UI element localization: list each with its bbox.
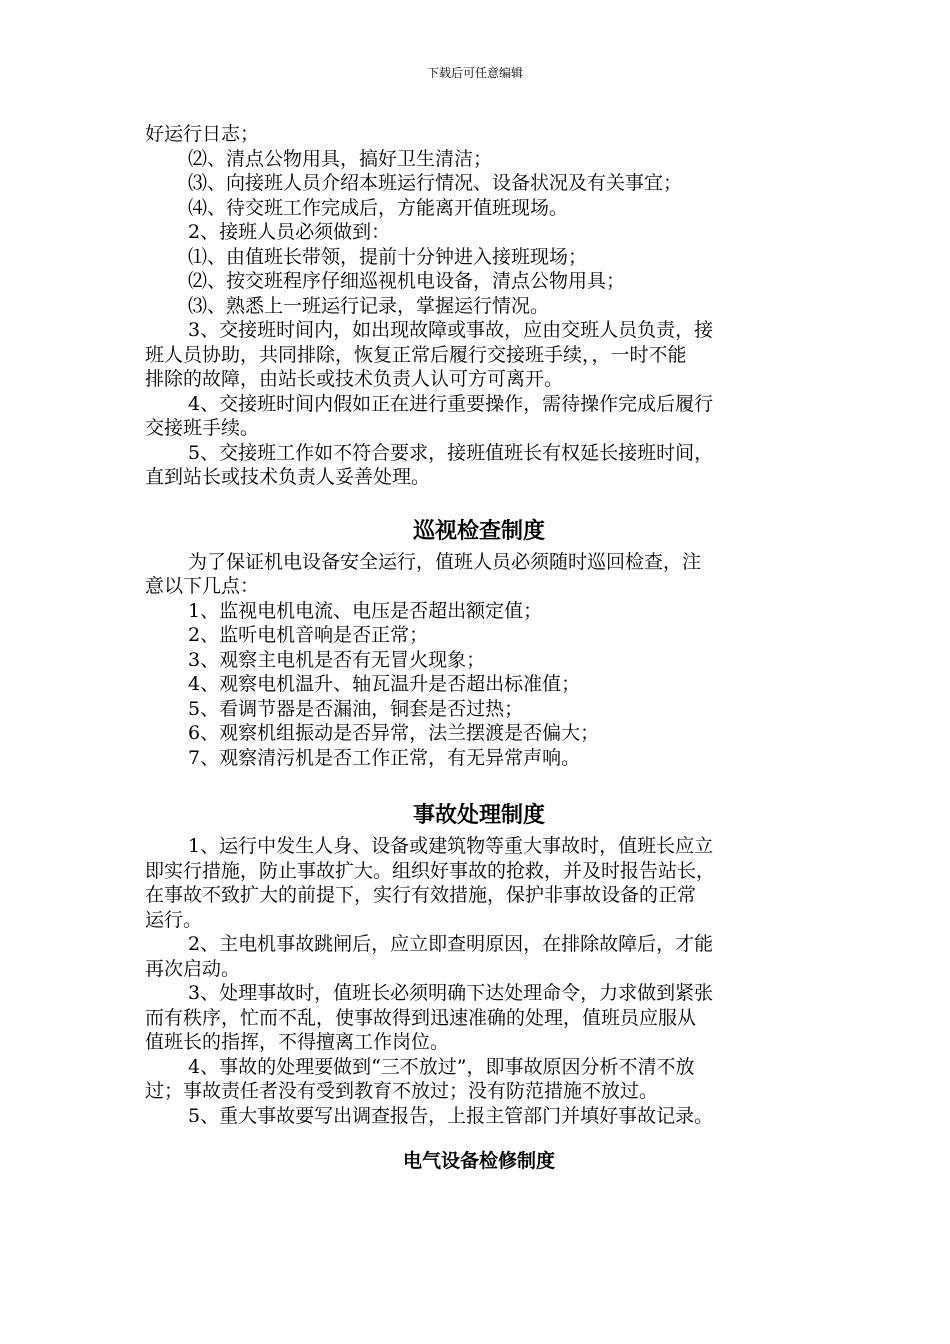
paragraph-line: 4、交接班时间内假如正在进行重要操作，需待操作完成后履行: [188, 392, 714, 415]
list-item: ⑶、熟悉上一班运行记录，掌握运行情况。: [188, 294, 550, 317]
paragraph-line: 3、处理事故时，值班长必须明确下达处理命令，力求做到紧张: [188, 982, 714, 1004]
paragraph-line: 2、主电机事故跳闸后，应立即查明原因，在排除故障后，才能: [188, 933, 714, 955]
list-item: 1、监视电机电流、电压是否超出额定值；: [188, 599, 543, 622]
section-title: 事故处理制度: [412, 802, 545, 828]
list-item: ⑵、按交班程序仔细巡视机电设备，清点公物用具；: [188, 270, 626, 292]
list-item: 6、观察机组振动是否异常，法兰摆渡是否偏大；: [188, 722, 600, 744]
paragraph-line: 4、事故的处理要做到“三不放过”，即事故原因分析不清不放: [188, 1055, 695, 1078]
list-item: ⑵、清点公物用具，搞好卫生清洁；: [188, 147, 493, 170]
paragraph-line: 好运行日志；: [145, 123, 260, 145]
list-item: 7、观察清污机是否工作正常，有无异常声响。: [188, 746, 581, 769]
paragraph-line: 班人员协助，共同排除，恢复正常后履行交接班手续，，一时不能: [145, 343, 687, 366]
paragraph-line: 意以下几点：: [145, 575, 260, 597]
list-item: 2、监听电机音响是否正常；: [188, 624, 429, 646]
document-body: [145, 122, 813, 1174]
list-item: 2、接班人员必须做到：: [188, 221, 391, 243]
paragraph-line: 直到站长或技术负责人妥善处理。: [145, 466, 431, 488]
paragraph-line: 为了保证机电设备安全运行，值班人员必须随时巡回检查，注: [188, 550, 702, 573]
section-title: 电气设备检修制度: [402, 1150, 555, 1172]
paragraph-line: 排除的故障，由站长或技术负责人认可方可离开。: [145, 368, 564, 390]
paragraph-line: 5、重大事故要写出调查报告，上报主管部门并填好事故记录。: [188, 1104, 714, 1127]
list-item: 4、观察电机温升、轴瓦温升是否超出标准值；: [188, 673, 581, 695]
paragraph-line: 值班长的指挥，不得擅离工作岗位。: [145, 1031, 450, 1053]
paragraph-line: 过；事故责任者没有受到教育不放过；没有防范措施不放过。: [145, 1080, 659, 1102]
page-header: 下载后可任意编辑: [426, 66, 523, 80]
paragraph-line: 即实行措施，防止事故扩大。组织好事故的抢救，并及时报告站长，: [145, 859, 716, 882]
paragraph-line: 再次启动。: [145, 957, 241, 980]
paragraph-line: 而有秩序，忙而不乱，使事故得到迅速准确的处理，值班员应服从: [145, 1006, 697, 1029]
paragraph-line: 3、交接班时间内，如出现故障或事故，应由交班人员负责，接: [188, 319, 714, 341]
paragraph-line: 5、交接班工作如不符合要求，接班值班长有权延长接班时间，: [188, 441, 714, 464]
list-item: 5、看调节器是否漏油，铜套是否过热；: [188, 697, 524, 720]
list-item: ⑴、由值班长带领，提前十分钟进入接班现场；: [188, 245, 588, 268]
list-item: ⑶、向接班人员介绍本班运行情况、设备状况及有关事宜；: [188, 172, 683, 194]
paragraph-line: 在事故不致扩大的前提下，实行有效措施，保护非事故设备的正常: [145, 884, 697, 906]
paragraph-line: 交接班手续。: [145, 417, 260, 439]
paragraph-line: 1、运行中发生人身、设备或建筑物等重大事故时，值班长应立: [188, 835, 714, 857]
section-title: 巡视检查制度: [412, 517, 545, 544]
list-item: 3、观察主电机是否有无冒火现象；: [188, 648, 486, 671]
paragraph-line: 运行。: [145, 908, 203, 931]
list-item: ⑷、待交班工作完成后，方能离开值班现场。: [188, 196, 569, 219]
